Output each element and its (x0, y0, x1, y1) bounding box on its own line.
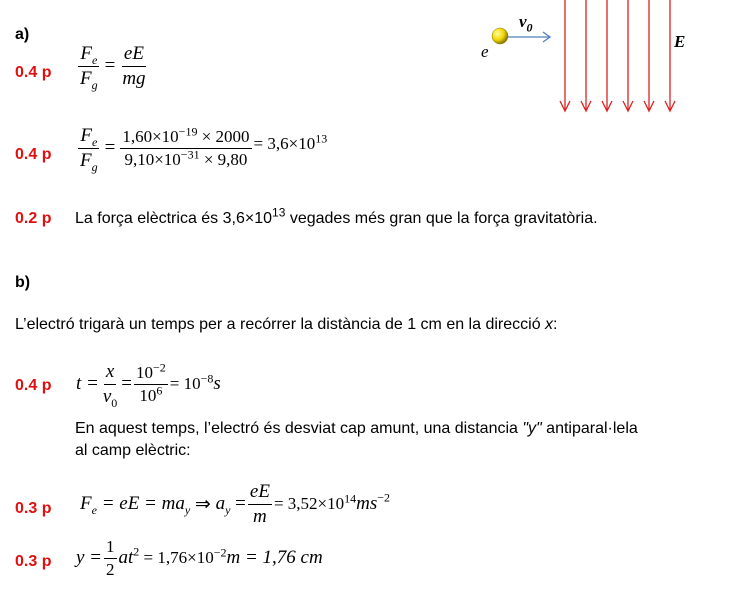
electric-field-lines (560, 0, 675, 111)
field-diagram (470, 0, 700, 125)
equation-time: t = $\frac{x}{v_0}$ = $\frac{10^{-2}}{10^6}$ = $10^{-8}$ s (76, 360, 221, 410)
electron-label: e (481, 42, 489, 61)
points-a1: 0.4 p (15, 64, 52, 81)
velocity-label: $v_0$ (519, 12, 533, 35)
points-b3: 0.3 p (15, 553, 52, 570)
equation-force-ratio: $\frac{F_e}{F_g}$ = $\frac{eE}{mg}$ (80, 43, 146, 92)
points-b2: 0.3 p (15, 500, 52, 517)
part-b-intro: L’electró trigarà un temps per a recórrer la distància de 1 cm en la direcció x: (15, 316, 558, 333)
electron-ball (492, 28, 508, 44)
equation-acceleration: $F_e$ = eE = $ma_y$ ⇒ $a_y$ = $\frac{eE}{m}$ = $3,52\times 10^{14}$ $ms^{-2}$ (80, 481, 391, 527)
conclusion-text: La força elèctrica és $3,6\times 10^{13}$ vegades més gran que la força gravitatòria. (75, 205, 598, 227)
part-a-label: a) (15, 26, 30, 43)
points-a3: 0.2 p (15, 210, 52, 227)
points-a2: 0.4 p (15, 146, 52, 163)
equation-displacement: y = $\frac{1}{2}$ $at^2$ = $1,76\times 10^{-2}$ m = 1,76 cm (76, 537, 323, 579)
equation-force-ratio-numeric: $\frac{F_e}{F_g}$ = $\frac{1,60\times 10^{-19} \times 2000}{9,10\times 10^{-31} \times 9,80}$ = $3,6\times 10^{13}$ (80, 124, 328, 174)
deflection-text-line2: al camp elèctric: (75, 442, 191, 459)
part-b-label: b) (15, 274, 31, 291)
field-label: E (674, 32, 686, 51)
deflection-text-line1: En aquest temps, l’electró és desviat cap amunt, una distancia "y" antiparal·lela (75, 420, 638, 437)
points-b1: 0.4 p (15, 377, 52, 394)
